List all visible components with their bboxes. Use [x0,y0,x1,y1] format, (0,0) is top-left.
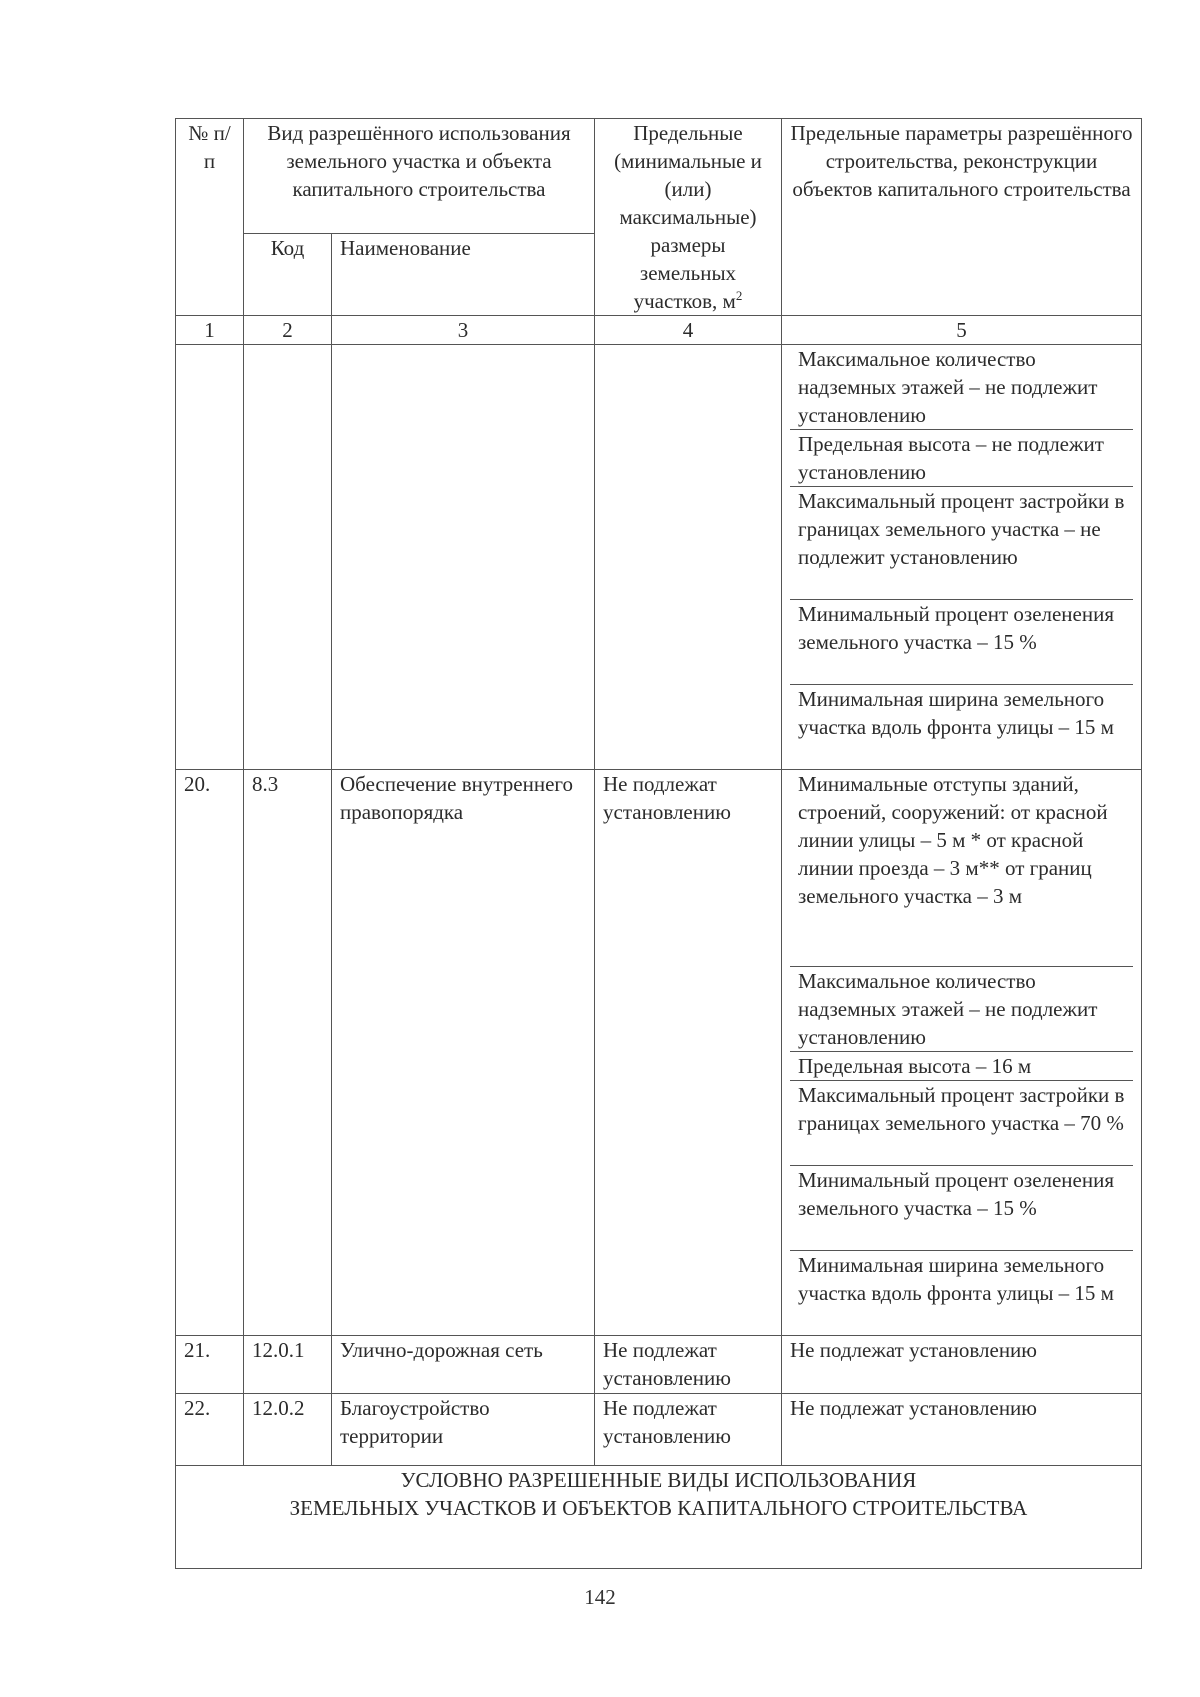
colnum-5: 5 [782,316,1142,345]
section-title-line-2: ЗЕМЕЛЬНЫХ УЧАСТКОВ И ОБЪЕКТОВ КАПИТАЛЬНОГО СТРОИТЕЛЬСТВА [289,1496,1028,1520]
colnum-3: 3 [332,316,595,345]
header-params: Предельные параметры разрешённого строительства, реконструкции объектов капитального строительства [782,119,1142,316]
param-line: Минимальный процент озеленения земельного участка – 15 % [790,1166,1133,1251]
header-num: № п/п [176,119,244,316]
param-line: Максимальное количество надземных этажей – не подлежит установлению [790,967,1133,1052]
param-line: Минимальный процент озеленения земельного участка – 15 % [790,600,1133,685]
row-size: Не подлежат установлению [595,1336,782,1394]
row-code: 12.0.2 [244,1394,332,1466]
header-sizes [595,119,782,316]
row-params: Не подлежат установлению [782,1336,1142,1394]
param-line: Максимальное количество надземных этажей – не подлежит установлению [790,345,1133,430]
continued-params-cell [782,345,1142,770]
row-params-cell [782,770,1142,1336]
row-num: 22. [176,1394,244,1466]
row-size: Не подлежат установлению [595,1394,782,1466]
colnum-1: 1 [176,316,244,345]
empty-cell [595,345,782,770]
header-sizes-text: Предельные (минимальные и (или) максимальные) размеры земельных участков, м [614,121,762,313]
row-num: 20. [176,770,244,1336]
empty-cell [332,345,595,770]
header-vid-group: Вид разрешённого использования земельного участка и объекта капитального строительства [244,119,595,234]
table-row [176,1394,1142,1466]
page-number: 142 [584,1585,616,1609]
continued-row [176,345,1142,770]
param-line: Максимальный процент застройки в границах земельного участка – не подлежит установлению [790,487,1133,600]
param-line: Максимальный процент застройки в границах земельного участка – 70 % [790,1081,1133,1166]
row-name: Благоустройство территории [332,1394,595,1466]
section-title-line-1: УСЛОВНО РАЗРЕШЕННЫЕ ВИДЫ ИСПОЛЬЗОВАНИЯ [400,1468,917,1492]
row-num: 21. [176,1336,244,1394]
section-row [176,1466,1142,1569]
empty-cell [244,345,332,770]
header-code: Код [244,234,332,316]
param-line: Предельная высота – 16 м [790,1052,1133,1081]
header-sizes-sup: 2 [735,288,743,303]
row-size: Не подлежат установлению [595,770,782,1336]
row-params: Не подлежат установлению [782,1394,1142,1466]
param-line: Минимальная ширина земельного участка вдоль фронта улицы – 15 м [798,687,1114,739]
empty-cell [176,345,244,770]
land-use-table [175,118,1142,1569]
colnum-4: 4 [595,316,782,345]
row-name: Улично-дорожная сеть [332,1336,595,1394]
table-row [176,770,1142,1336]
colnum-2: 2 [244,316,332,345]
param-line: Минимальная ширина земельного участка вдоль фронта улицы – 15 м [798,1253,1114,1305]
row-code: 8.3 [244,770,332,1336]
header-name: Наименование [332,234,595,316]
column-number-row [176,316,1142,345]
param-line: Минимальные отступы зданий, строений, сооружений: от красной линии улицы – 5 м * от красной линии проезда – 3 м** от границ земельного участка – 3 м [790,770,1133,967]
param-line: Предельная высота – не подлежит установлению [790,430,1133,487]
row-code: 12.0.1 [244,1336,332,1394]
section-title [176,1466,1142,1569]
table-row [176,1336,1142,1394]
row-name: Обеспечение внутреннего правопорядка [332,770,595,1336]
